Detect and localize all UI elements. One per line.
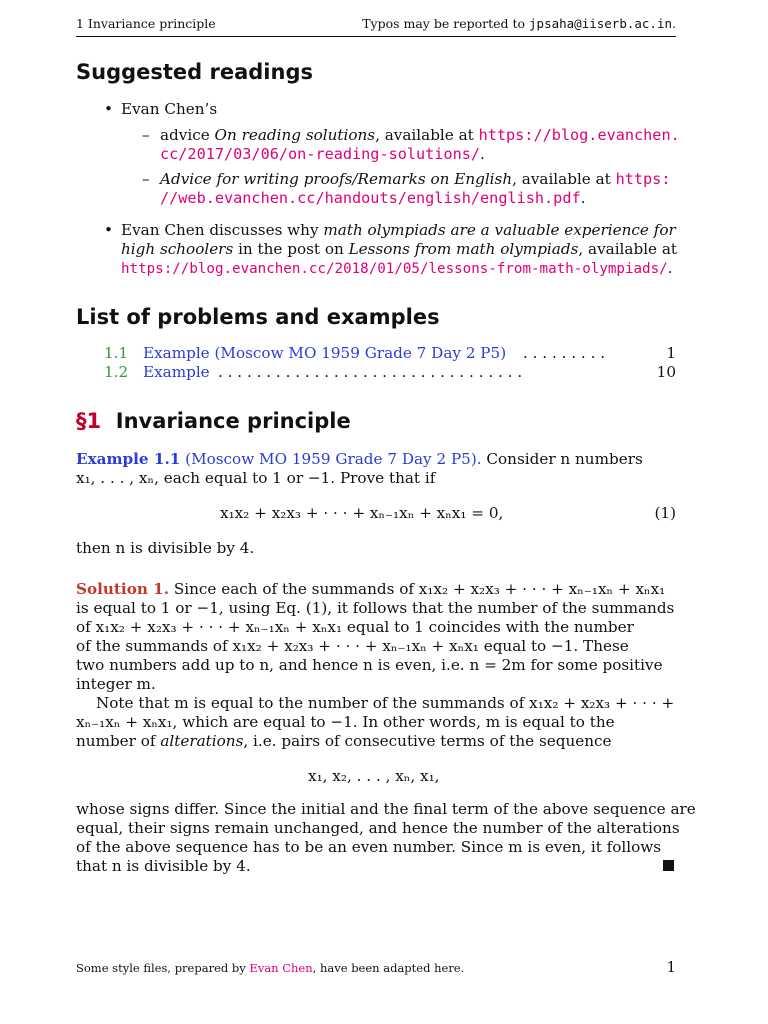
solution-line: of the summands of x₁x₂ + x₂x₃ + · · · + xₙ₋₁xₙ + xₙx₁ equal to −1. These xyxy=(76,637,629,655)
item2-url[interactable]: https://blog.evanchen.cc/2018/01/05/lessons-from-math-olympiads/ xyxy=(121,261,668,277)
solution-line: is equal to 1 or −1, using Eq. (1), it follows that the number of the summands xyxy=(76,599,675,617)
sub2-line2 xyxy=(160,189,585,208)
header-period: . xyxy=(672,16,676,31)
sub2-end: . xyxy=(580,189,586,207)
solution-label: Solution 1. xyxy=(76,580,170,598)
example-conclusion: then n is divisible by 4. xyxy=(76,539,255,557)
sub1-url-b[interactable]: cc/2017/03/06/on-reading-solutions/ xyxy=(160,145,481,163)
sub2-title: Advice for writing proofs/Remarks on English xyxy=(160,170,513,188)
toc-num: 1.2 xyxy=(104,363,129,381)
page-number: 1 xyxy=(666,958,676,976)
suggested-readings-heading: Suggested readings xyxy=(76,60,313,84)
sub1-title: On reading solutions xyxy=(214,126,376,144)
item2-pre: Evan Chen discusses why xyxy=(121,221,324,239)
section-mark: §1 xyxy=(76,409,102,433)
email-link[interactable]: jpsaha@iiserb.ac.in xyxy=(529,16,673,31)
sub1-mid: , available at xyxy=(375,126,479,144)
sequence-display: x₁, x₂, . . . , xₙ, x₁, xyxy=(308,767,440,785)
sub1-end: . xyxy=(480,145,485,163)
alterations-word: alterations xyxy=(160,732,244,750)
equation-1: x₁x₂ + x₂x₃ + · · · + xₙ₋₁xₙ + xₙx₁ = 0, xyxy=(220,504,504,522)
sub2-mid: , available at xyxy=(512,170,616,188)
sub2-url-b[interactable]: //web.evanchen.cc/handouts/english/english.pdf xyxy=(160,189,581,207)
running-header-left: 1 Invariance principle xyxy=(76,16,216,31)
sub2-url-a[interactable]: https: xyxy=(615,170,671,188)
header-rule xyxy=(76,36,676,37)
sub1-url-a[interactable]: https://blog.evanchen. xyxy=(478,126,680,144)
toc-page: 1 xyxy=(666,344,676,362)
running-header-right xyxy=(362,16,676,31)
para2-line3 xyxy=(76,732,612,751)
toc-num: 1.1 xyxy=(104,344,129,362)
toc-leader-dots: . . . . . . . . . . . . . . . . . . . . . . . . . . . . . . . . xyxy=(218,363,523,381)
sub1-pre: advice xyxy=(160,126,215,144)
equation-number: (1) xyxy=(654,504,676,522)
section-title: Invariance principle xyxy=(115,409,351,433)
toc-page: 10 xyxy=(656,363,676,381)
item2-line1 xyxy=(121,221,676,240)
sub1-line1 xyxy=(160,126,680,145)
solution-text: Since each of the summands of x₁x₂ + x₂x₃ + · · · + xₙ₋₁xₙ + xₙx₁ xyxy=(169,580,666,598)
solution-line1 xyxy=(76,580,665,599)
item2-title: Lessons from math olympiads xyxy=(348,240,579,258)
item2-italic-a: math olympiads are a valuable experience for xyxy=(323,221,676,239)
item1-lead: Evan Chen’s xyxy=(121,100,218,118)
para2-line: xₙ₋₁xₙ + xₙx₁, which are equal to −1. In other words, m is equal to the xyxy=(76,713,615,731)
example-line2: x₁, . . . , xₙ, each equal to 1 or −1. Prove that if xyxy=(76,469,436,487)
example-source: (Moscow MO 1959 Grade 7 Day 2 P5). xyxy=(185,450,482,468)
para3-line: of the above sequence has to be an even number. Since m is even, it follows xyxy=(76,838,662,856)
para2-tail: , i.e. pairs of consecutive terms of the sequence xyxy=(243,732,612,750)
footer-post: , have been adapted here. xyxy=(312,961,465,975)
para3-line: whose signs differ. Since the initial and the final term of the above sequence are xyxy=(76,800,696,818)
footer-note xyxy=(76,961,464,975)
toc-entry-link[interactable]: Example xyxy=(143,363,210,381)
bullet-icon: • xyxy=(104,100,113,118)
item2-line2 xyxy=(121,240,677,259)
para3-line: equal, their signs remain unchanged, and hence the number of the alterations xyxy=(76,819,680,837)
qed-square-icon xyxy=(663,860,674,871)
dash-icon: – xyxy=(142,170,150,188)
sub2-line1 xyxy=(160,170,670,189)
item2-italic-b: high schoolers xyxy=(121,240,234,258)
solution-line: integer m. xyxy=(76,675,156,693)
item2-end: . xyxy=(667,259,673,277)
item2-mid: in the post on xyxy=(233,240,349,258)
example-line1 xyxy=(76,450,643,469)
bullet-icon: • xyxy=(104,221,113,239)
problems-heading: List of problems and examples xyxy=(76,305,440,329)
example-rest: Consider n numbers xyxy=(481,450,643,468)
dash-icon: – xyxy=(142,126,150,144)
para2-text: number of xyxy=(76,732,161,750)
toc-entry-link[interactable]: Example (Moscow MO 1959 Grade 7 Day 2 P5) xyxy=(143,344,507,362)
solution-line: of x₁x₂ + x₂x₃ + · · · + xₙ₋₁xₙ + xₙx₁ equal to 1 coincides with the number xyxy=(76,618,634,636)
solution-line: two numbers add up to n, and hence n is even, i.e. n = 2m for some positive xyxy=(76,656,663,674)
sub1-line2 xyxy=(160,145,485,164)
footer-author-link[interactable]: Evan Chen xyxy=(249,961,313,975)
footer-pre: Some style files, prepared by xyxy=(76,961,250,975)
para3-line: that n is divisible by 4. xyxy=(76,857,251,875)
item2-after: , available at xyxy=(578,240,678,258)
para2-line: Note that m is equal to the number of the summands of x₁x₂ + x₂x₃ + · · · + xyxy=(96,694,675,712)
section-heading xyxy=(76,409,351,433)
toc-leader-dots: . . . . . . . . . xyxy=(523,344,606,362)
typo-report-text: Typos may be reported to xyxy=(362,16,530,31)
example-label: Example 1.1 xyxy=(76,450,181,468)
item2-line3 xyxy=(121,259,673,279)
